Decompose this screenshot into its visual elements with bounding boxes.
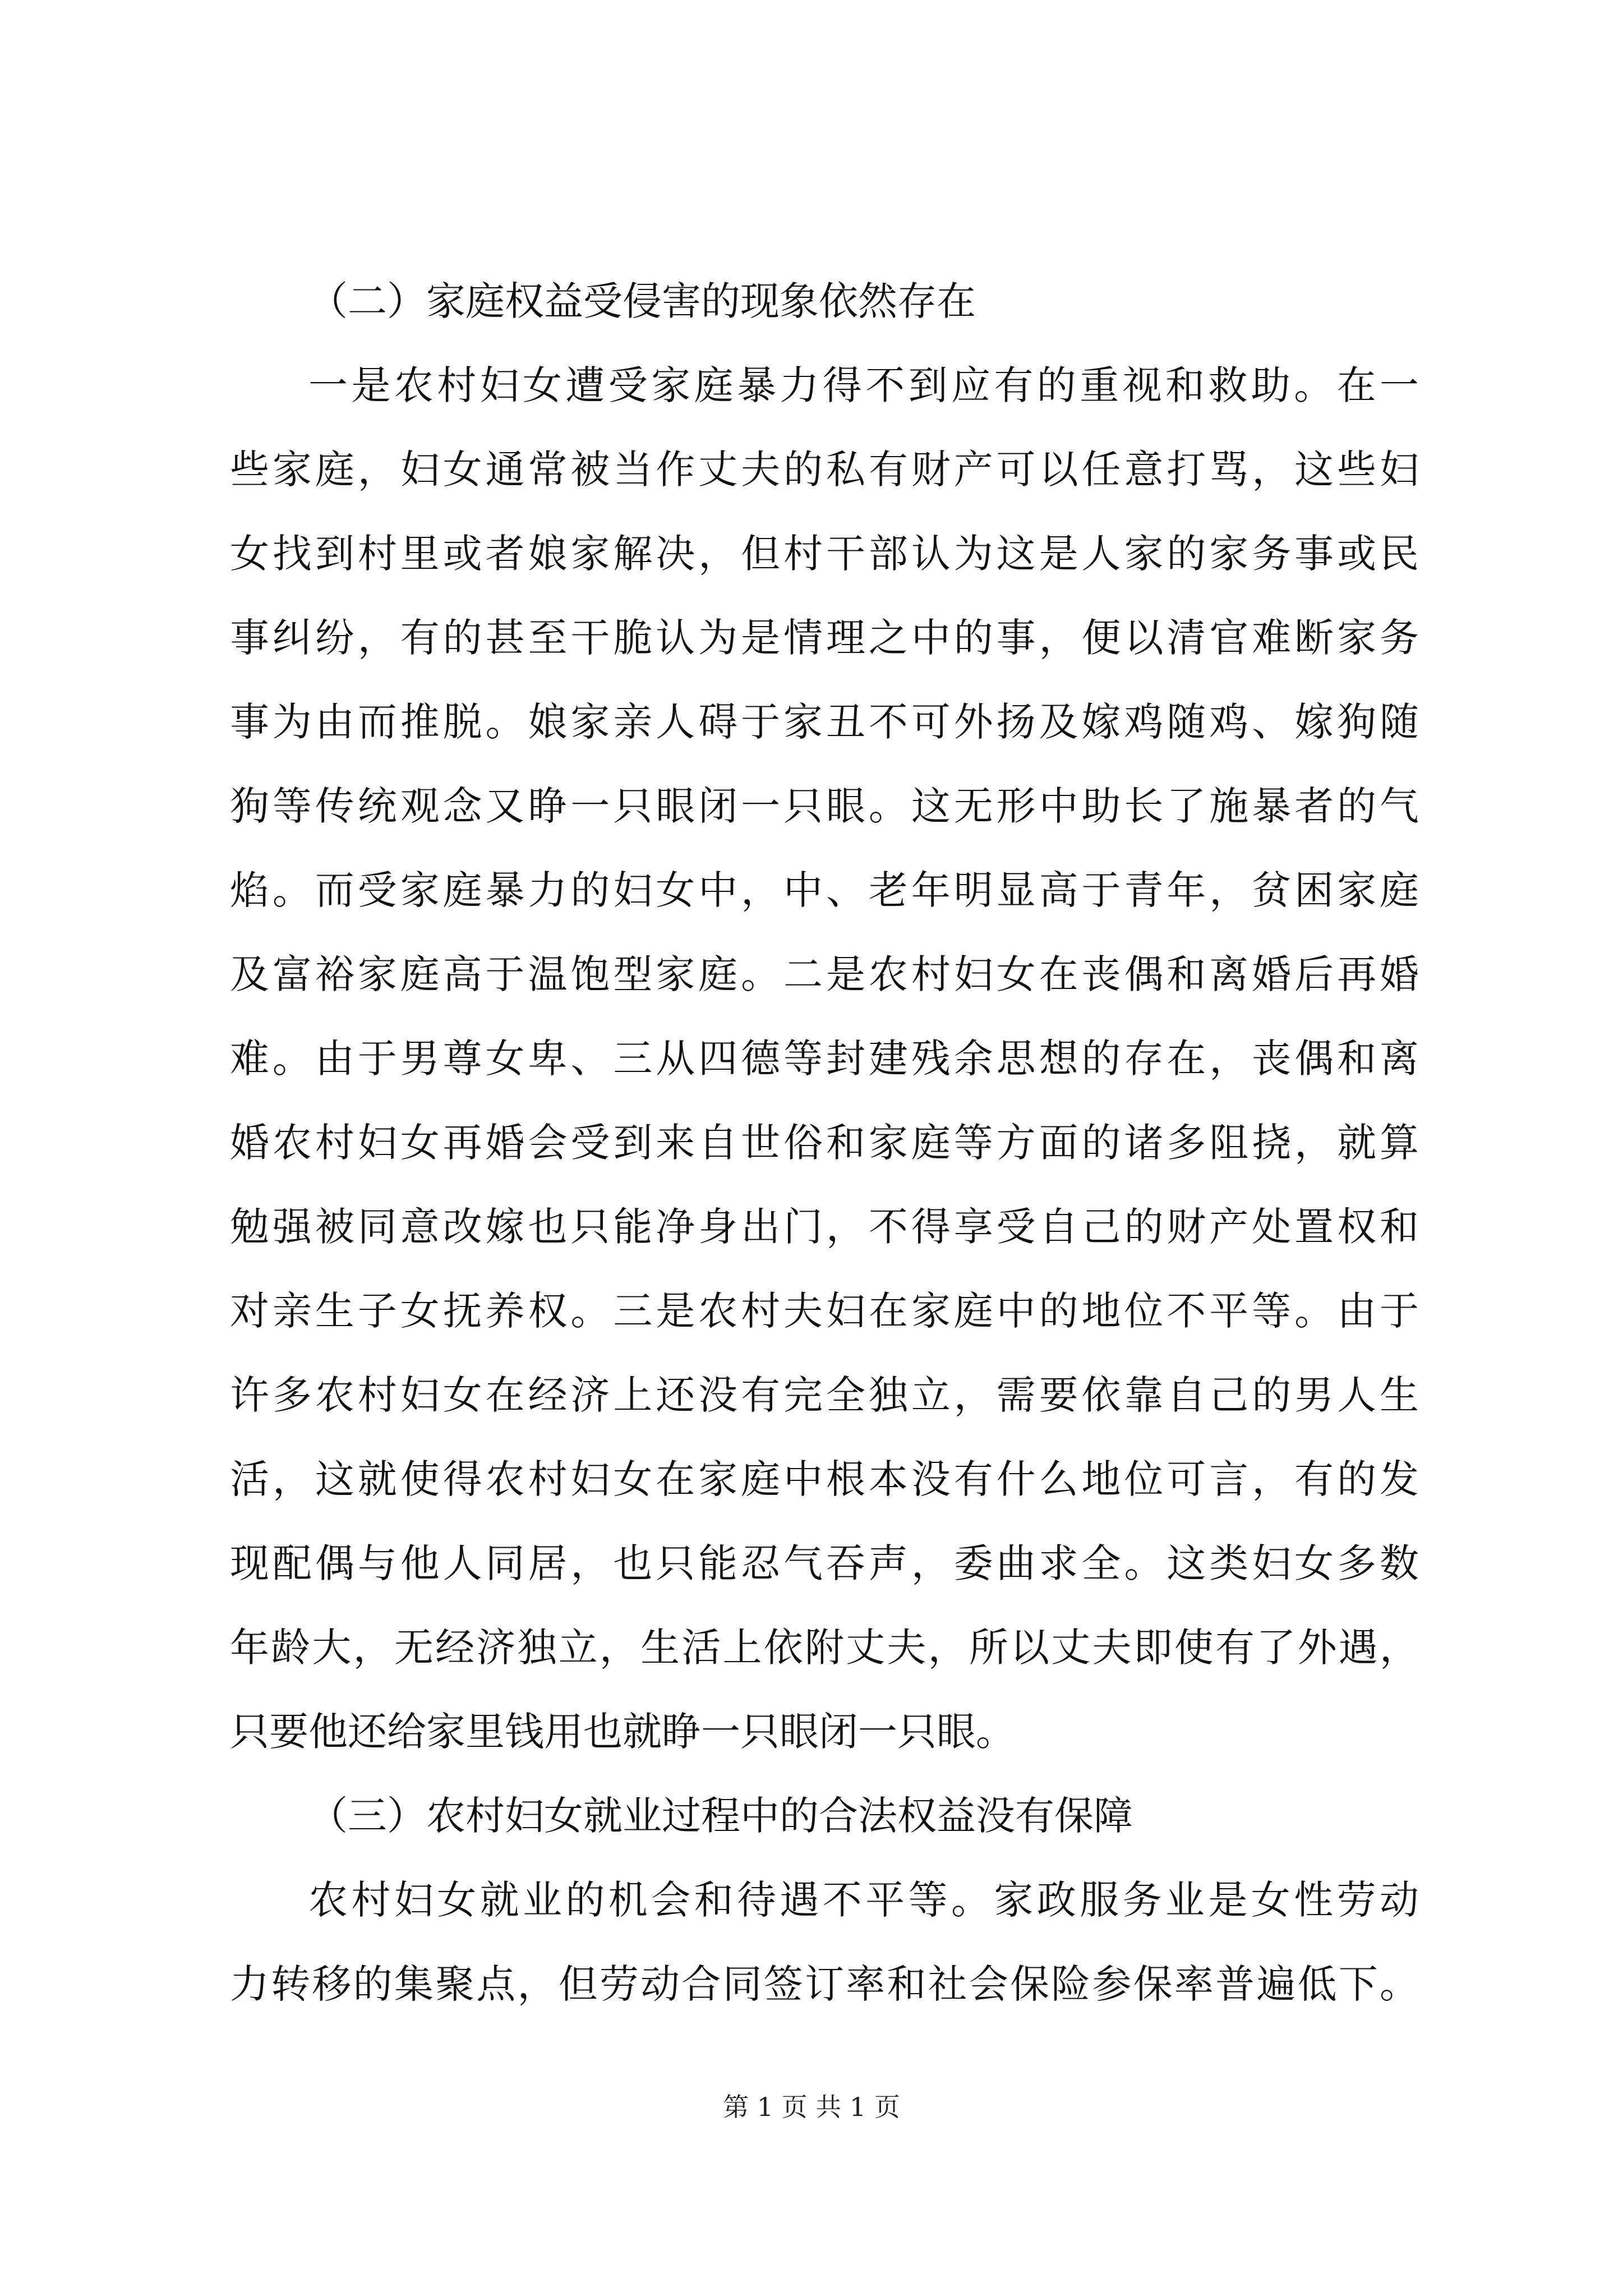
- document-body: [230, 259, 1419, 2026]
- paragraph-line: 只要他还给家里钱用也就睁一只眼闭一只眼。: [230, 1709, 1015, 1755]
- paragraph-line: 事纠纷，有的甚至干脆认为是情理之中的事，便以清官难断家务: [230, 615, 1419, 661]
- paragraph-line: 力转移的集聚点，但劳动合同签订率和社会保险参保率普遍低下。: [230, 1961, 1419, 2007]
- paragraph-line: 对亲生子女抚养权。三是农村夫妇在家庭中的地位不平等。由于: [230, 1288, 1419, 1334]
- paragraph-line: 事为由而推脱。娘家亲人碍于家丑不可外扬及嫁鸡随鸡、嫁狗随: [230, 699, 1419, 745]
- paragraph-line: 一是农村妇女遭受家庭暴力得不到应有的重视和救助。在一: [308, 362, 1419, 408]
- paragraph-employment-rights: [230, 1858, 1419, 2026]
- paragraph-family-rights: [230, 343, 1419, 1774]
- paragraph-line: 农村妇女就业的机会和待遇不平等。家政服务业是女性劳动: [308, 1877, 1419, 1923]
- paragraph-line: 女找到村里或者娘家解决，但村干部认为这是人家的家务事或民: [230, 531, 1419, 577]
- paragraph-line: 婚农村妇女再婚会受到来自世俗和家庭等方面的诸多阻挠，就算: [230, 1120, 1419, 1166]
- paragraph-line: 现配偶与他人同居，也只能忍气吞声，委曲求全。这类妇女多数: [230, 1540, 1419, 1586]
- paragraph-line: 焰。而受家庭暴力的妇女中，中、老年明显高于青年，贫困家庭: [230, 867, 1419, 913]
- paragraph-line: 活，这就使得农村妇女在家庭中根本没有什么地位可言，有的发: [230, 1456, 1419, 1502]
- paragraph-line: 勉强被同意改嫁也只能净身出门，不得享受自己的财产处置权和: [230, 1204, 1419, 1250]
- paragraph-line: 难。由于男尊女卑、三从四德等封建残余思想的存在，丧偶和离: [230, 1036, 1419, 1082]
- section-heading-2: （二）家庭权益受侵害的现象依然存在: [308, 278, 976, 324]
- paragraph-line: 些家庭，妇女通常被当作丈夫的私有财产可以任意打骂，这些妇: [230, 447, 1419, 493]
- paragraph-line: 年龄大，无经济独立，生活上依附丈夫，所以丈夫即使有了外遇，: [230, 1625, 1419, 1671]
- paragraph-line: 及富裕家庭高于温饱型家庭。二是农村妇女在丧偶和离婚后再婚: [230, 951, 1419, 997]
- section-heading-3: （三）农村妇女就业过程中的合法权益没有保障: [308, 1793, 1133, 1839]
- paragraph-line: 狗等传统观念又睁一只眼闭一只眼。这无形中助长了施暴者的气: [230, 783, 1419, 829]
- paragraph-line: 许多农村妇女在经济上还没有完全独立，需要依靠自己的男人生: [230, 1372, 1419, 1418]
- page-number-footer: 第 1 页 共 1 页: [723, 2092, 900, 2122]
